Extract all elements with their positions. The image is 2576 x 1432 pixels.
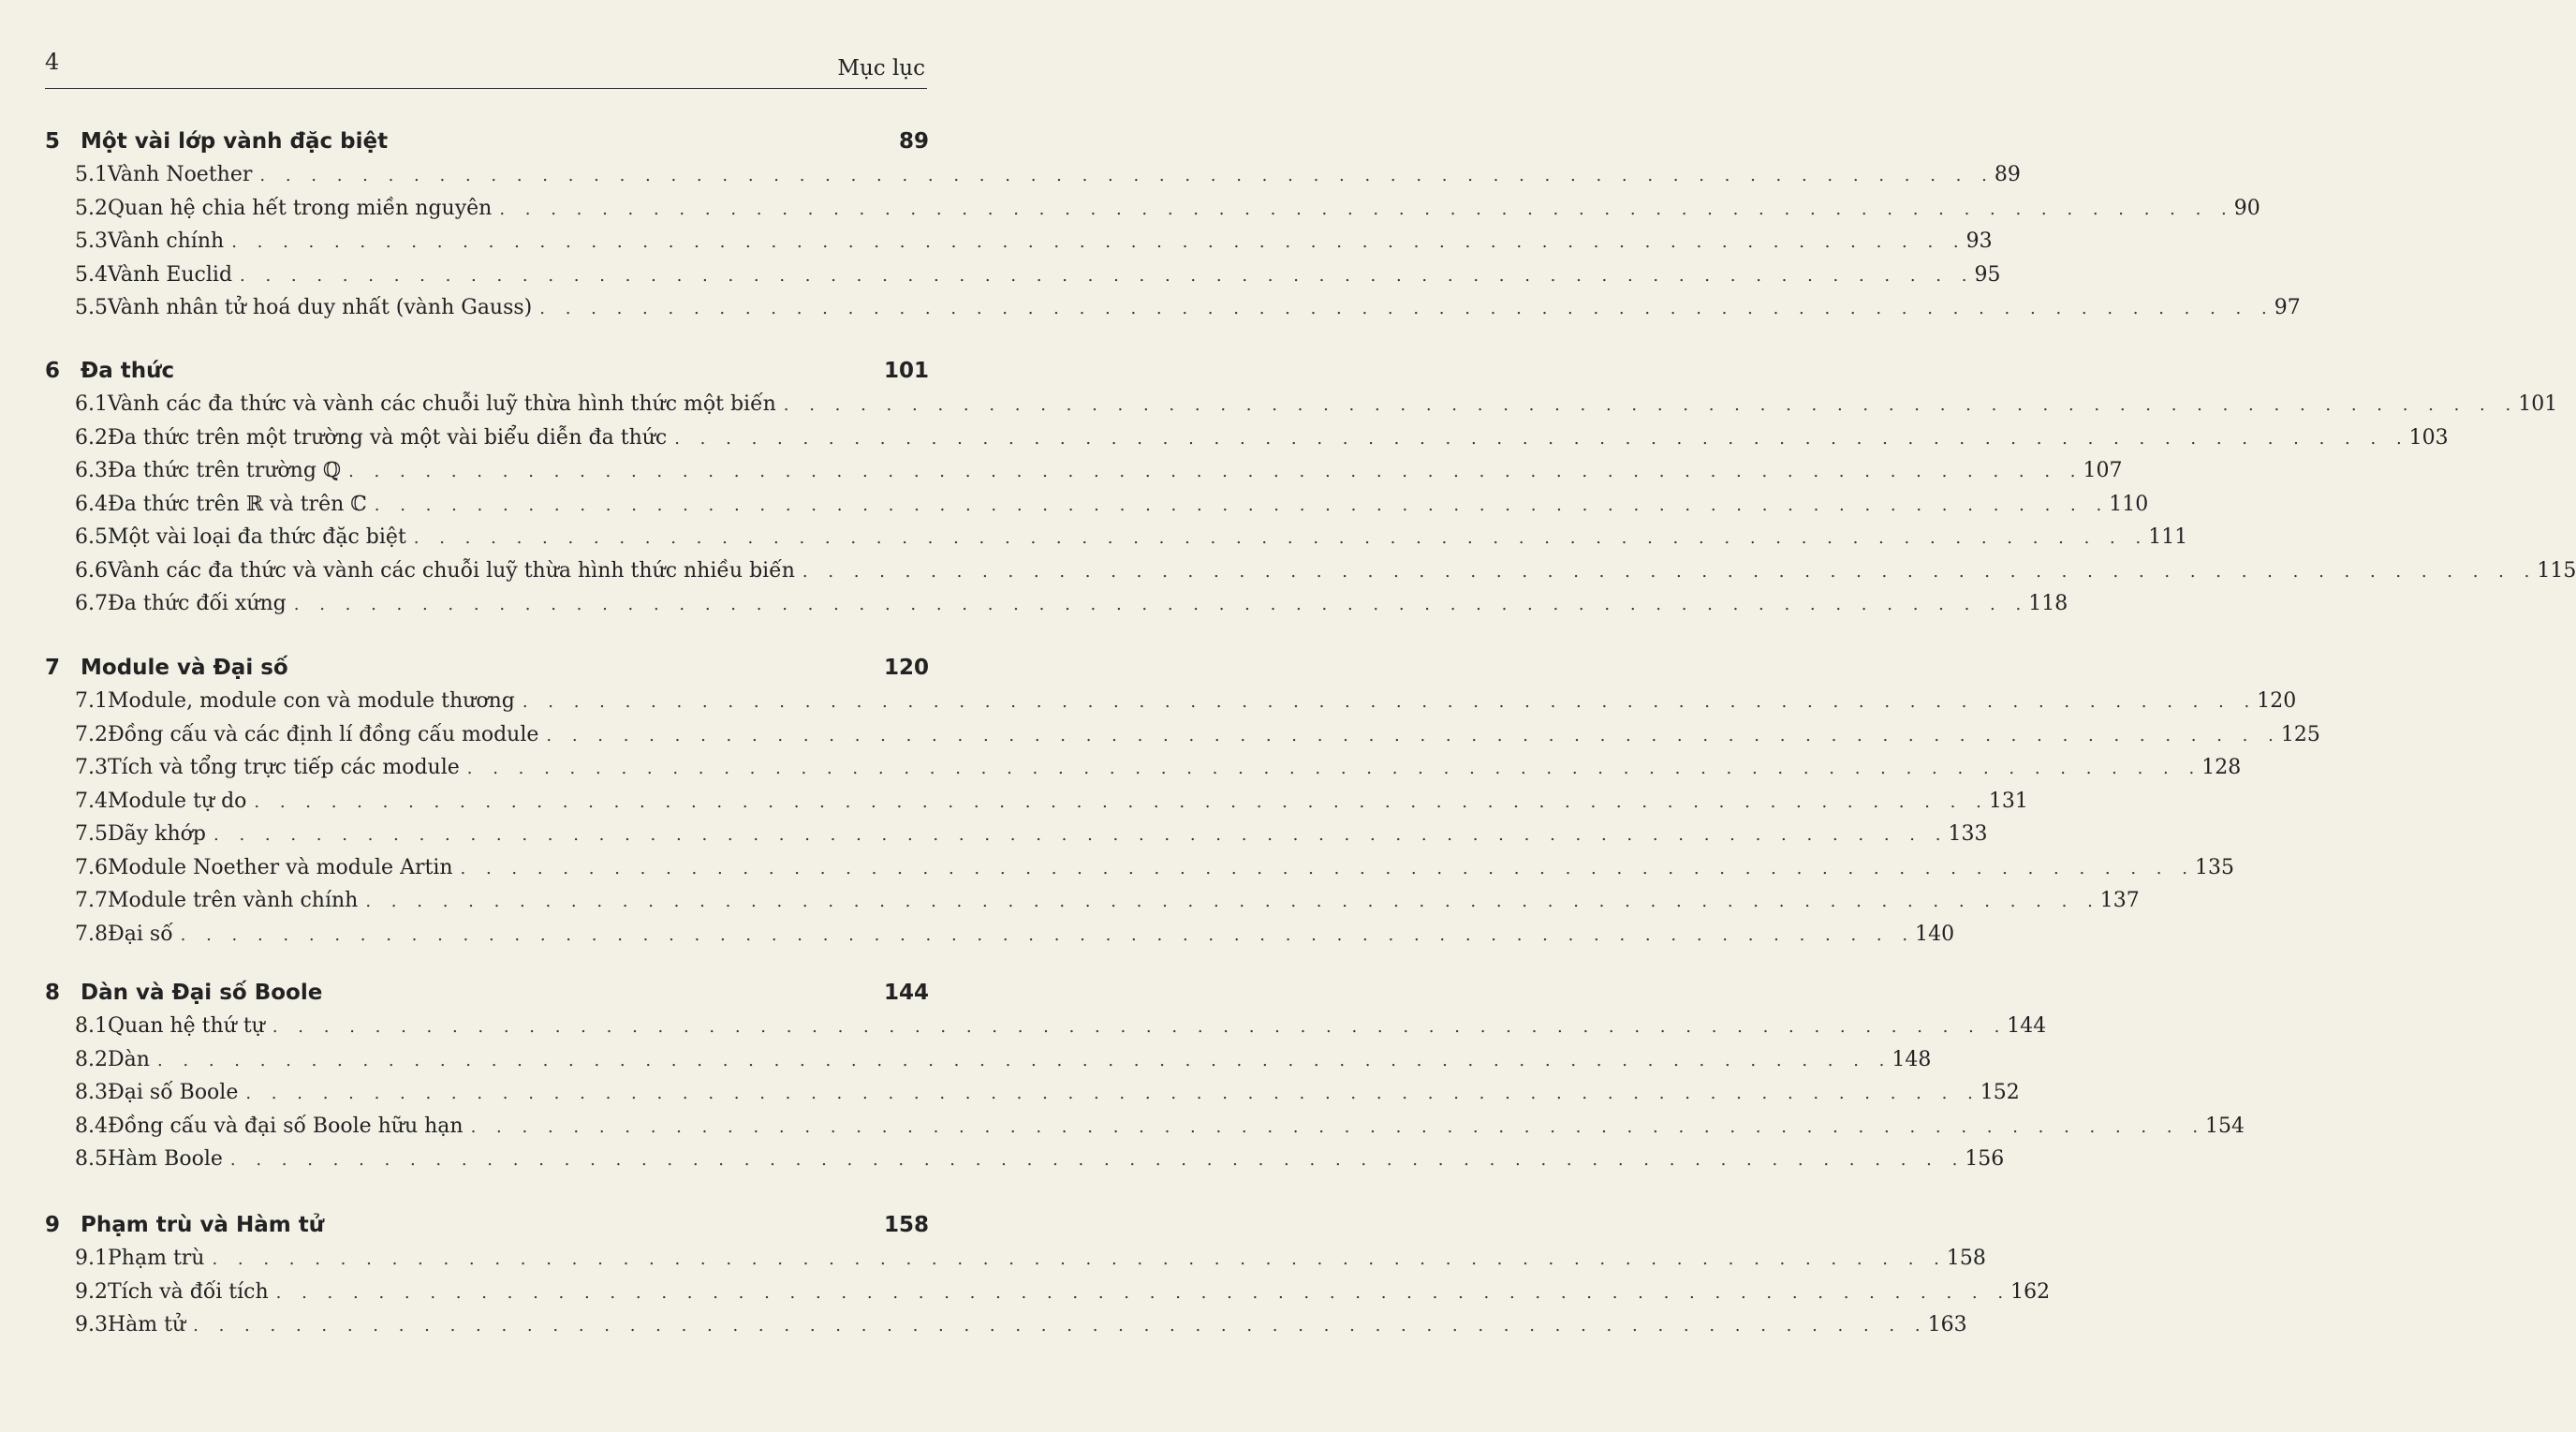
chapter-title: Phạm trù và Hàm tử [81,1213,325,1237]
section-page: 128 [2201,756,2242,779]
section-number: 8.4 [75,1114,108,1138]
dot-leader: . . . . . . . . . . . . . . . . . . . . . . . . . . . . . . . . . . . . . . . . . . . . . . . . . . . . . . . . . . . . . . . . . . . . [546,725,2281,746]
section-number: 7.8 [75,922,108,946]
section-number: 7.2 [75,722,108,746]
section-number: 6.7 [75,592,108,615]
chapter-number: 7 [45,656,61,680]
section-row[interactable] [75,855,2234,888]
section-number: 5.3 [75,229,108,253]
dot-leader: . . . . . . . . . . . . . . . . . . . . . . . . . . . . . . . . . . . . . . . . . . . . . . . . . . . . . . . . . . . . . . . . . . . . [802,561,2538,582]
dot-leader: . . . . . . . . . . . . . . . . . . . . . . . . . . . . . . . . . . . . . . . . . . . . . . . . . . . . . . . . . . . . . . . . . . . . [374,495,2110,515]
section-number: 5.1 [75,163,108,186]
chapter-row[interactable] [39,129,929,161]
section-title: Module Noether và module Artin [108,855,453,879]
section-page: 162 [2010,1279,2051,1304]
section-row[interactable] [75,558,2576,591]
section-row[interactable] [75,922,1955,954]
section-row[interactable] [75,392,2558,424]
section-page: 137 [2099,889,2140,912]
section-row[interactable] [75,1147,2005,1179]
dot-leader: . . . . . . . . . . . . . . . . . . . . . . . . . . . . . . . . . . . . . . . . . . . . . . . . . . . . . . . . . . . . . . . . . . . . [245,1084,1980,1103]
section-title: Đồng cấu và đại số Boole hữu hạn [108,1114,464,1138]
section-title: Hàm Boole [108,1147,223,1171]
section-page: 97 [2274,296,2301,319]
section-number: 6.1 [75,392,108,416]
section-row[interactable] [75,1014,2047,1046]
dot-leader: . . . . . . . . . . . . . . . . . . . . . . . . . . . . . . . . . . . . . . . . . . . . . . . . . . . . . . . . . . . . . . . . . . . . [499,199,2234,219]
chapter-number: 5 [45,129,61,154]
chapter-row[interactable] [39,359,929,391]
section-title: Tích và tổng trực tiếp các module [108,756,460,779]
dot-leader: . . . . . . . . . . . . . . . . . . . . . . . . . . . . . . . . . . . . . . . . . . . . . . . . . . . . . . . . . . . . . . . . . . . . [231,232,1966,252]
section-number: 8.5 [75,1147,108,1171]
section-row[interactable] [75,689,2297,721]
dot-leader: . . . . . . . . . . . . . . . . . . . . . . . . . . . . . . . . . . . . . . . . . . . . . . . . . . . . . . . . . . . . . . . . . . . . [522,692,2258,712]
dot-leader: . . . . . . . . . . . . . . . . . . . . . . . . . . . . . . . . . . . . . . . . . . . . . . . . . . . . . . . . . . . . . . . . . . . . [470,1116,2206,1137]
section-number: 7.3 [75,756,108,779]
section-page: 154 [2205,1114,2245,1138]
section-row[interactable] [75,425,2449,458]
section-title: Đa thức trên trường ℚ [108,459,342,482]
dot-leader: . . . . . . . . . . . . . . . . . . . . . . . . . . . . . . . . . . . . . . . . . . . . . . . . . . . . . . . . . . . . . . . . . . . . [272,1017,2008,1037]
section-number: 7.6 [75,855,108,879]
dot-leader: . . . . . . . . . . . . . . . . . . . . . . . . . . . . . . . . . . . . . . . . . . . . . . . . . . . . . . . . . . . . . . . . . . . . [180,924,1916,945]
section-row[interactable] [75,1279,2051,1312]
section-row[interactable] [75,459,2123,491]
dot-leader: . . . . . . . . . . . . . . . . . . . . . . . . . . . . . . . . . . . . . . . . . . . . . . . . . . . . . . . . . . . . . . . . . . . . [229,1150,1965,1170]
section-number: 7.4 [75,789,108,813]
section-page: 148 [1892,1047,1932,1071]
chapter-page: 144 [883,981,929,1005]
section-number: 8.3 [75,1081,108,1104]
section-title: Đại số [108,922,173,946]
section-number: 9.3 [75,1313,108,1336]
section-title: Quan hệ thứ tự [108,1014,265,1038]
chapter-page: 120 [883,656,929,680]
section-row[interactable] [75,262,2001,295]
section-row[interactable] [75,492,2149,524]
section-page: 90 [2233,196,2260,220]
section-number: 8.2 [75,1047,108,1071]
section-row[interactable] [75,196,2260,229]
dot-leader: . . . . . . . . . . . . . . . . . . . . . . . . . . . . . . . . . . . . . . . . . . . . . . . . . . . . . . . . . . . . . . . . . . . . [259,166,1995,185]
section-title: Đại số Boole [108,1081,239,1104]
dot-leader: . . . . . . . . . . . . . . . . . . . . . . . . . . . . . . . . . . . . . . . . . . . . . . . . . . . . . . . . . . . . . . . . . . . . [466,759,2202,778]
section-number: 6.5 [75,525,108,549]
section-page: 144 [2007,1014,2047,1038]
chapter-row[interactable] [39,981,929,1012]
section-number: 6.6 [75,558,108,583]
section-title: Đồng cấu và các định lí đồng cấu module [108,722,539,746]
chapter-row[interactable] [39,1213,929,1245]
section-number: 7.7 [75,889,108,912]
dot-leader: . . . . . . . . . . . . . . . . . . . . . . . . . . . . . . . . . . . . . . . . . . . . . . . . . . . . . . . . . . . . . . . . . . . . [539,299,2274,318]
section-row[interactable] [75,592,2068,624]
chapter-number: 8 [45,981,61,1005]
section-title: Vành các đa thức và vành các chuỗi luỹ thừa hình thức nhiều biến [108,558,795,583]
dot-leader: . . . . . . . . . . . . . . . . . . . . . . . . . . . . . . . . . . . . . . . . . . . . . . . . . . . . . . . . . . . . . . . . . . . . [365,892,2100,911]
section-row[interactable] [75,722,2320,755]
dot-leader: . . . . . . . . . . . . . . . . . . . . . . . . . . . . . . . . . . . . . . . . . . . . . . . . . . . . . . . . . . . . . . . . . . . . [275,1282,2011,1303]
header-rule [45,88,927,89]
section-row[interactable] [75,296,2301,328]
chapter-number: 9 [45,1213,61,1237]
chapter-title: Module và Đại số [81,656,288,680]
dot-leader: . . . . . . . . . . . . . . . . . . . . . . . . . . . . . . . . . . . . . . . . . . . . . . . . . . . . . . . . . . . . . . . . . . . . [783,395,2519,415]
dot-leader: . . . . . . . . . . . . . . . . . . . . . . . . . . . . . . . . . . . . . . . . . . . . . . . . . . . . . . . . . . . . . . . . . . . . [293,595,2029,614]
section-page: 140 [1915,922,1955,946]
section-row[interactable] [75,1081,2020,1113]
section-title: Hàm tử [108,1313,186,1336]
section-row[interactable] [75,1313,1967,1345]
section-row[interactable] [75,756,2242,788]
section-number: 5.4 [75,262,108,287]
section-page: 156 [1965,1147,2005,1171]
dot-leader: . . . . . . . . . . . . . . . . . . . . . . . . . . . . . . . . . . . . . . . . . . . . . . . . . . . . . . . . . . . . . . . . . . . . [193,1316,1928,1336]
section-page: 152 [1980,1081,2020,1104]
section-row[interactable] [75,1047,1932,1080]
chapter-page: 158 [883,1213,929,1237]
section-title: Vành Euclid [108,262,233,287]
section-page: 95 [1974,262,2001,287]
section-title: Đa thức trên một trường và một vài biểu diễn đa thức [108,425,668,450]
section-title: Đa thức đối xứng [108,592,287,615]
dot-leader: . . . . . . . . . . . . . . . . . . . . . . . . . . . . . . . . . . . . . . . . . . . . . . . . . . . . . . . . . . . . . . . . . . . . [460,858,2195,878]
section-number: 7.5 [75,822,108,846]
section-page: 101 [2518,392,2558,416]
section-title: Dàn [108,1047,150,1071]
section-title: Vành nhân tử hoá duy nhất (vành Gauss) [108,296,533,319]
section-number: 6.3 [75,459,108,482]
section-page: 111 [2148,525,2188,549]
section-page: 120 [2257,689,2297,713]
dot-leader: . . . . . . . . . . . . . . . . . . . . . . . . . . . . . . . . . . . . . . . . . . . . . . . . . . . . . . . . . . . . . . . . . . . . [348,462,2083,481]
dot-leader: . . . . . . . . . . . . . . . . . . . . . . . . . . . . . . . . . . . . . . . . . . . . . . . . . . . . . . . . . . . . . . . . . . . . [156,1050,1892,1070]
section-title: Phạm trù [108,1247,205,1270]
section-page: 135 [2194,855,2234,879]
section-row[interactable] [75,1114,2245,1146]
section-number: 6.4 [75,492,108,516]
section-title: Module trên vành chính [108,889,359,912]
section-row[interactable] [75,525,2188,557]
chapter-title: Một vài lớp vành đặc biệt [81,129,389,154]
dot-leader: . . . . . . . . . . . . . . . . . . . . . . . . . . . . . . . . . . . . . . . . . . . . . . . . . . . . . . . . . . . . . . . . . . . . [674,428,2409,449]
section-page: 158 [1946,1247,1986,1270]
section-title: Vành Noether [108,163,253,186]
section-title: Module, module con và module thương [108,689,515,713]
dot-leader: . . . . . . . . . . . . . . . . . . . . . . . . . . . . . . . . . . . . . . . . . . . . . . . . . . . . . . . . . . . . . . . . . . . . [254,791,1989,812]
section-page: 115 [2537,558,2576,583]
dot-leader: . . . . . . . . . . . . . . . . . . . . . . . . . . . . . . . . . . . . . . . . . . . . . . . . . . . . . . . . . . . . . . . . . . . . [213,825,1949,845]
section-page: 133 [1948,822,1988,846]
section-row[interactable] [75,822,1988,854]
section-title: Dãy khớp [108,822,207,846]
section-page: 125 [2280,722,2320,746]
section-page: 110 [2109,492,2149,516]
section-page: 131 [1988,789,2028,813]
chapter-row[interactable] [39,656,929,687]
chapter-page: 101 [883,359,929,383]
section-title: Tích và đối tích [108,1279,269,1304]
section-number: 9.1 [75,1247,108,1270]
section-row[interactable] [75,229,1993,261]
header-title: Mục lục [837,56,925,81]
chapter-number: 6 [45,359,61,383]
section-row[interactable] [75,889,2140,921]
section-title: Vành các đa thức và vành các chuỗi luỹ thừa hình thức một biến [108,392,776,416]
section-title: Đa thức trên ℝ và trên ℂ [108,492,367,516]
dot-leader: . . . . . . . . . . . . . . . . . . . . . . . . . . . . . . . . . . . . . . . . . . . . . . . . . . . . . . . . . . . . . . . . . . . . [240,265,1975,286]
section-page: 118 [2028,592,2068,615]
section-number: 5.2 [75,196,108,220]
section-row[interactable] [75,789,2028,821]
section-page: 107 [2083,459,2123,482]
section-title: Quan hệ chia hết trong miền nguyên [108,196,493,220]
section-number: 7.1 [75,689,108,713]
section-title: Một vài loại đa thức đặc biệt [108,525,406,549]
dot-leader: . . . . . . . . . . . . . . . . . . . . . . . . . . . . . . . . . . . . . . . . . . . . . . . . . . . . . . . . . . . . . . . . . . . . [413,528,2149,548]
dot-leader: . . . . . . . . . . . . . . . . . . . . . . . . . . . . . . . . . . . . . . . . . . . . . . . . . . . . . . . . . . . . . . . . . . . . [212,1249,1947,1269]
section-page: 163 [1927,1313,1967,1336]
section-title: Module tự do [108,789,247,813]
section-number: 9.2 [75,1279,108,1304]
section-row[interactable] [75,163,2021,195]
section-row[interactable] [75,1247,1986,1278]
chapter-title: Dàn và Đại số Boole [81,981,323,1005]
header-page-number: 4 [45,49,60,75]
chapter-title: Đa thức [81,359,175,383]
section-page: 89 [1994,163,2021,186]
section-page: 103 [2408,425,2449,450]
section-number: 6.2 [75,425,108,450]
section-page: 93 [1965,229,1993,253]
section-title: Vành chính [108,229,225,253]
section-number: 8.1 [75,1014,108,1038]
section-number: 5.5 [75,296,108,319]
chapter-page: 89 [898,129,929,154]
